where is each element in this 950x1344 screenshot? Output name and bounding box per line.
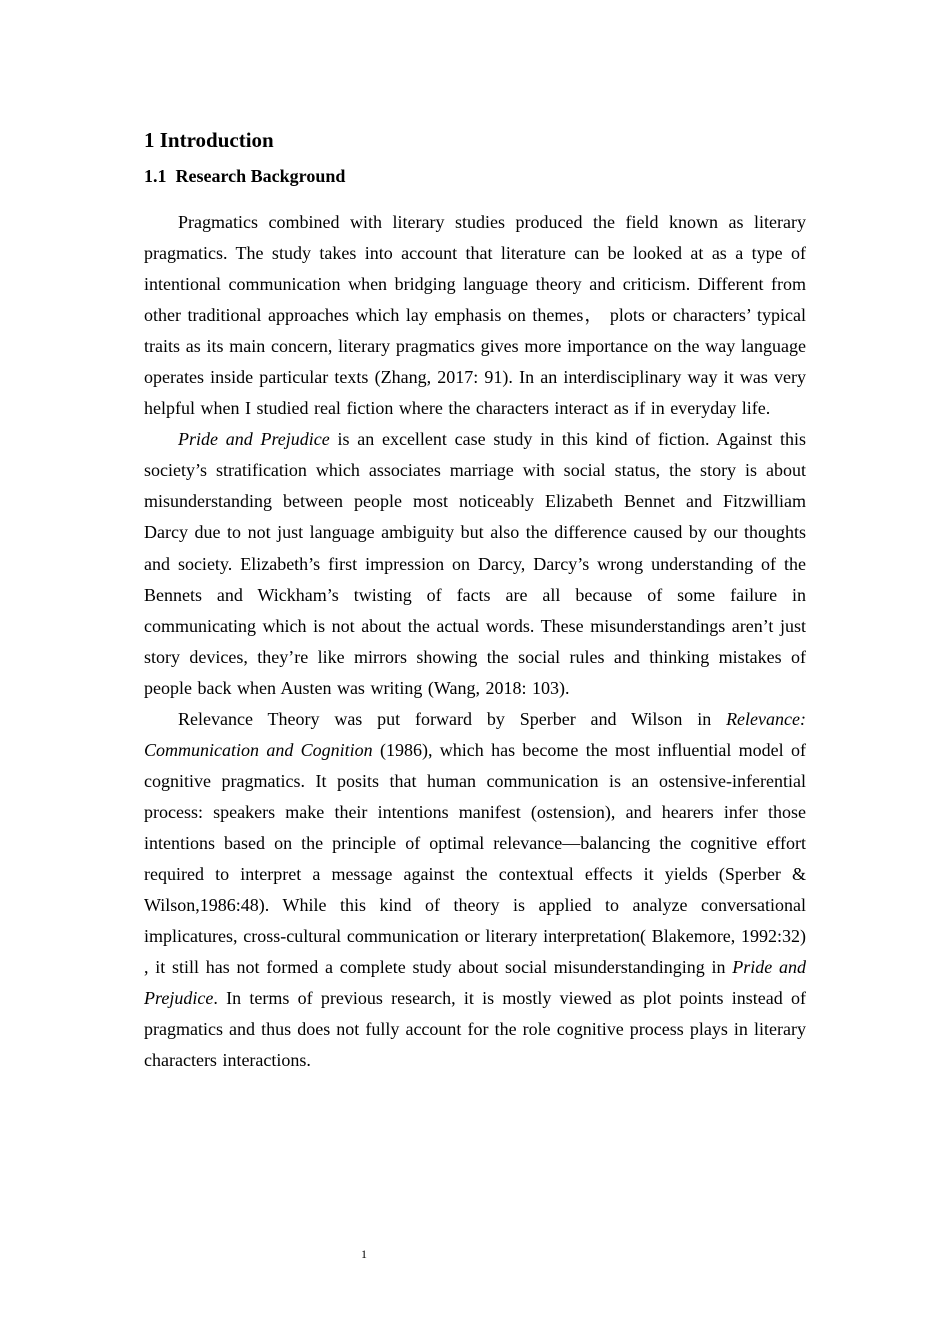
chapter-heading: 1 Introduction (144, 128, 274, 152)
text-segment: Pragmatics combined with literary studies produced the field known as literary pragmatics. The study takes into account that literature can be looked at as a type of intentional communication when bridging language theory and criticism. Different from other traditional approaches which lay emphasis on themes， plots or characters’ typical traits as its main concern, literary pragmatics gives more importance on the way language operates inside particular texts (Zhang, 2017: 91). In an interdisciplinary way it was very helpful when I studied real fiction where the characters interact as if in everyday life. (144, 212, 806, 419)
page-content (144, 124, 806, 1076)
paragraph-2 (144, 424, 806, 703)
text-segment: (1986), which has become the most influential model of cognitive pragmatics. It posits that human communication is an ostensive-inferential process: speakers make their intentions manifest (ostension), and hearers infer those intentions based on the principle of optimal relevance—balancing the cognitive effort required to interpret a message against the contextual effects it yields (Sperber & Wilson,1986:48). While this kind of theory is applied to analyze conversational implicatures, cross-cultural communication or literary interpretation( Blakemore, 1992:32) , it still has not formed a complete study about social misunderstandinging in (144, 739, 806, 978)
book-title: Pride and Prejudice (144, 957, 806, 1009)
body-text (144, 207, 806, 1076)
section-heading: 1.1 Research Background (144, 166, 346, 186)
text-segment: is an excellent case study in this kind of fiction. Against this society’s stratification which associates marriage with social status, the story is about misunderstanding between people most noticeably Elizabeth Bennet and Fitzwilliam Darcy due to not just language ambiguity but also the difference caused by our thoughts and society. Elizabeth’s first impression on Darcy, Darcy’s wrong understanding of the Bennets and Wickham’s twisting of facts are all because of some failure in communicating which is not about the actual words. These misunderstandings aren’t just story devices, they’re like mirrors showing the social rules and thinking mistakes of people back when Austen was writing (Wang, 2018: 103). (144, 429, 806, 698)
page-number: 1 (361, 1247, 367, 1261)
book-title: Pride and Prejudice (178, 429, 330, 450)
text-segment: . In terms of previous research, it is mostly viewed as plot points instead of pragmatics and thus does not fully account for the role cognitive process plays in literary characters interactions. (144, 988, 806, 1071)
text-segment: Relevance Theory was put forward by Sperber and Wilson in (178, 708, 727, 729)
book-title: Relevance: Communication and Cognition (144, 708, 806, 760)
paragraph-1 (144, 207, 806, 424)
paragraph-3 (144, 704, 806, 1077)
